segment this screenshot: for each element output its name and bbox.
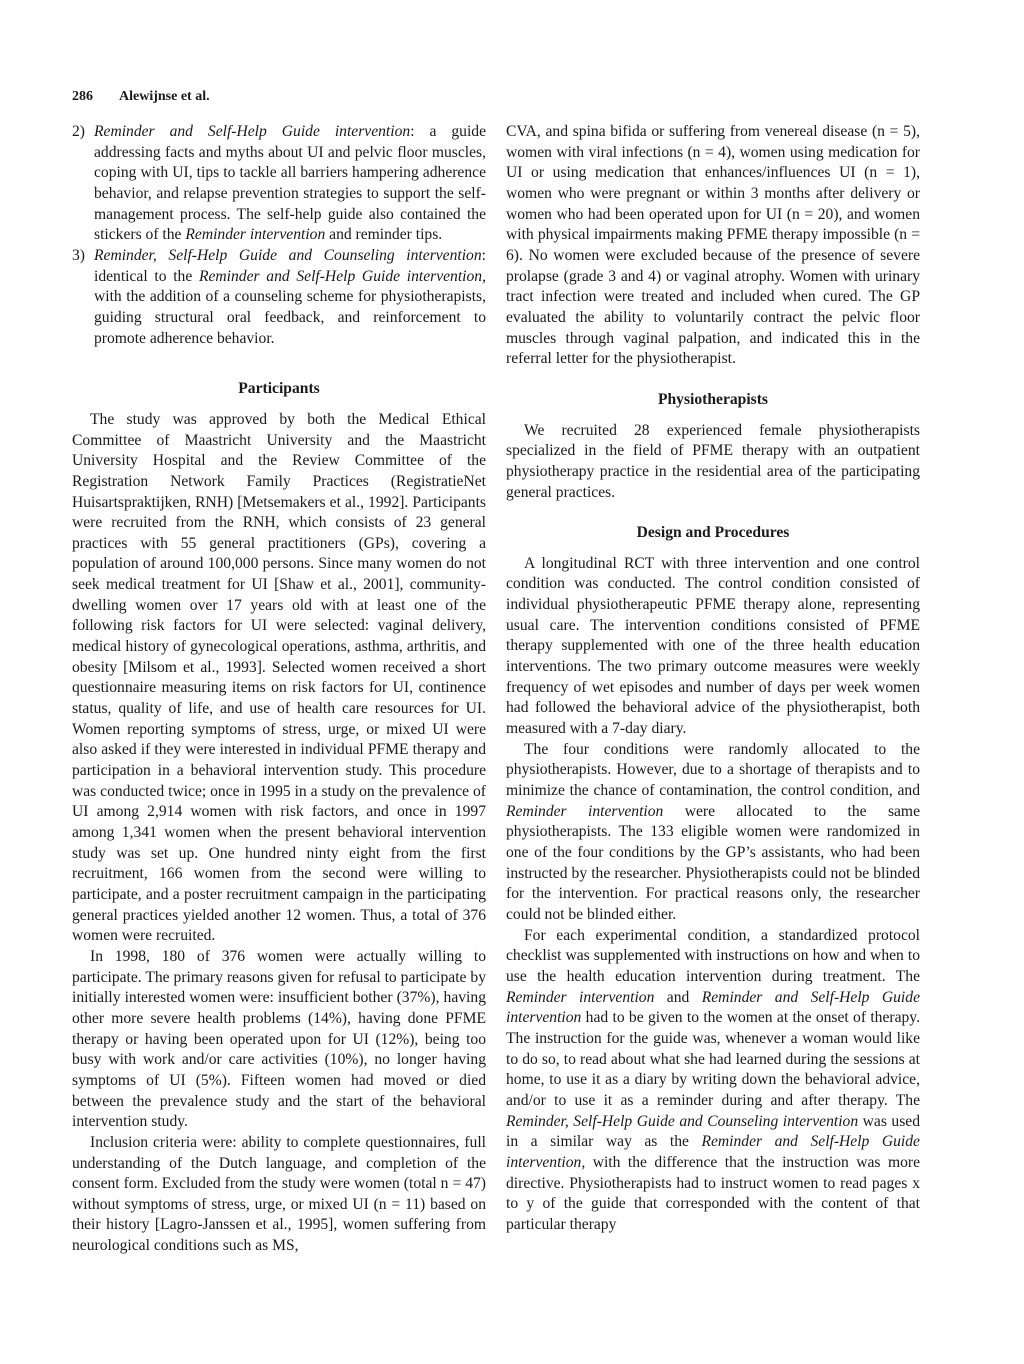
left-column (72, 122, 486, 1257)
section-heading-physiotherapists: Physiotherapists (657, 390, 769, 408)
paragraph: In 1998, 180 of 376 women were actually willing to participate. The primary reasons given for refusal to participate by initially interested women were: insufficient bother (37%), having other more severe health problems (14%), having done PFME therapy or having been operated upon for UI (12%), being too busy with work and/or care activities (10%), no longer having symptoms of UI (5%). Fifteen women had moved or died between the prevalence study and the start of the behavioral intervention study. (72, 947, 486, 1131)
running-title: Alewijnse et al. (119, 89, 210, 104)
paragraph: The study was approved by both the Medical Ethical Committee of Maastricht University and the Maastricht University Hospital and the Review Committee of the Registration Network Family Practices (RegistratieNet Huisartspraktijken, RNH) [Metsemakers et al., 1992]. Participants were recruited from the RNH, which consists of 23 general practices with 55 general practitioners (GPs), covering a population of around 100,000 persons. Since many women do not seek medical treatment for UI [Shaw et al., 2001], community-dwelling women over 17 years old with at least one of the following risk factors for UI were selected: vaginal delivery, medical history of gynecological operations, asthma, arthritis, and obesity [Milsom et al., 1993]. Selected women received a short questionnaire measuring items on risk factors for UI, continence status, quality of life, and use of health care resources for UI. Women reporting symptoms of stress, urge, or mixed UI were also asked if they were interested in individual PFME therapy and participation in a behavioral intervention study. This procedure was conducted twice; once in 1995 in a study on the prevalence of UI among 2,914 women with risk factors, and once in 1997 among 1,341 women when the present behavioral intervention study was set up. One hundred ninty eight from the first recruitment, 166 women from the second were willing to participate, and a poster recruitment campaign in the participating general practices yielded another 12 women. Thus, a total of 376 women were recruited. (72, 410, 486, 945)
section-heading-participants: Participants (238, 380, 320, 398)
paragraph: For each experimental condition, a standardized protocol checklist was supplemented with instructions on how and when to use the health education intervention during treatment. The Reminder intervention and Reminder and Self-Help Guide intervention had to be given to the women at the onset of therapy. The instruction for the guide was, whenever a woman would like to do so, to read about what she had learned during the sessions at home, to use it as a diary by writing down the behavioral advice, and/or to use it as a reminder during and after therapy. The Reminder, Self-Help Guide and Counseling intervention was used in a similar way as the Reminder and Self-Help Guide intervention, with the difference that the instruction was more directive. Physiotherapists had to instruct women to read pages x to y of the guide that corresponded with the content of that particular therapy (506, 926, 920, 1233)
paragraph: We recruited 28 experienced female physiotherapists specialized in the field of PFME therapy with an outpatient physiotherapy practice in the residential area of the participating general practices. (506, 421, 920, 501)
right-column (506, 122, 920, 1235)
page-number: 286 (72, 89, 93, 104)
running-header (72, 89, 210, 105)
list-item-3: 3) Reminder, Self-Help Guide and Counseling intervention: identical to the Reminder and Self-Help Guide intervention, with the addition of a counseling scheme for physiotherapists, guiding structural oral feedback, and reinforcement to promote adherence behavior. (72, 246, 486, 347)
list-item-2: 2) Reminder and Self-Help Guide intervention: a guide addressing facts and myths about UI and pelvic floor muscles, coping with UI, tips to tackle all barriers hampering adherence behavior, and relapse prevention strategies to support the self-management process. The self-help guide also contained the stickers of the Reminder intervention and reminder tips. (72, 123, 486, 244)
section-heading-design: Design and Procedures (636, 524, 790, 542)
paragraph: The four conditions were randomly allocated to the physiotherapists. However, due to a shortage of therapists and to minimize the chance of contamination, the control condition, and Reminder intervention were allocated to the same physiotherapists. The 133 eligible women were randomized in one of the four conditions by the GP’s assistants, who had been instructed by the researcher. Physiotherapists could not be blinded for the intervention. For practical reasons only, the researcher could not be blinded either. (506, 740, 920, 923)
paragraph: A longitudinal RCT with three intervention and one control condition was conducted. The control condition consisted of individual physiotherapeutic PFME therapy alone, representing usual care. The intervention conditions consisted of PFME therapy supplemented with one of the three health education interventions. The two primary outcome measures were weekly frequency of wet episodes and number of days per week women had followed the behavioral advice of the physiotherapist, both measured with a 7-day diary. (506, 554, 920, 738)
paragraph: CVA, and spina bifida or suffering from venereal disease (n = 5), women with viral infections (n = 4), women using medication for UI or using medication that enhances/influences UI (n = 1), women who were pregnant or within 3 months after delivery or women who had been operated upon for UI (n = 20), and women with physical impairments making PFME therapy impossible (n = 6). No women were excluded because of the presence of severe prolapse (grade 3 and 4) or vaginal atrophy. Women with urinary tract infection were treated and included when cured. The GP evaluated the ability to voluntarily contract the pelvic floor muscles through vaginal palpation, and indicated this in the referral letter for the physiotherapist. (506, 123, 920, 368)
paragraph: Inclusion criteria were: ability to complete questionnaires, full understanding of the Dutch language, and completion of the consent form. Excluded from the study were women (total n = 47) without symptoms of stress, urge, or mixed UI (n = 11) based on their history [Lagro-Janssen et al., 1995], women suffering from neurological conditions such as MS, (72, 1133, 486, 1255)
